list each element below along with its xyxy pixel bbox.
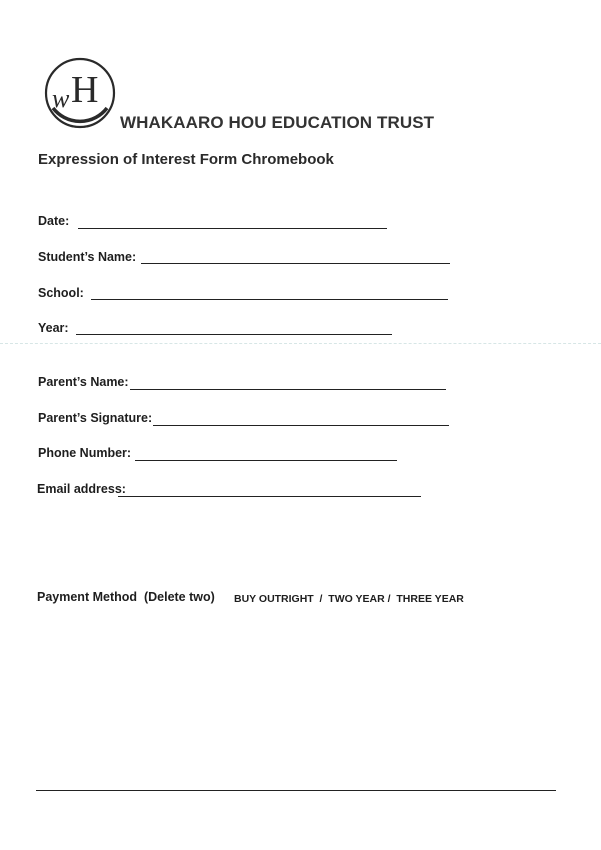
parent-name-label: Parent’s Name: (38, 375, 129, 389)
year-label: Year: (38, 321, 69, 335)
email-address-label: Email address: (37, 482, 126, 496)
date-label: Date: (38, 214, 70, 228)
parent-signature-label: Parent’s Signature: (38, 411, 153, 425)
parent-signature-field-line[interactable] (153, 425, 449, 426)
school-label: School: (38, 286, 84, 300)
trust-logo (43, 56, 117, 130)
parent-name-field-line[interactable] (130, 389, 446, 390)
page-divider (0, 343, 601, 344)
school-field-line[interactable] (91, 299, 448, 300)
email-address-field-line[interactable] (118, 496, 421, 497)
svg-text:w: w (52, 84, 70, 113)
form-title: Expression of Interest Form Chromebook (38, 151, 334, 168)
year-field-line[interactable] (76, 334, 392, 335)
payment-method-label: Payment Method (Delete two) (37, 590, 215, 604)
organization-name: WHAKAARO HOU EDUCATION TRUST (120, 113, 435, 132)
bottom-signature-line (36, 790, 556, 791)
student-name-field-line[interactable] (141, 263, 450, 264)
payment-options[interactable]: BUY OUTRIGHT / TWO YEAR / THREE YEAR (234, 593, 464, 605)
student-name-label: Student’s Name: (38, 250, 137, 264)
phone-number-label: Phone Number: (38, 446, 132, 460)
date-field-line[interactable] (78, 228, 387, 229)
phone-number-field-line[interactable] (135, 460, 397, 461)
svg-text:H: H (71, 69, 99, 111)
